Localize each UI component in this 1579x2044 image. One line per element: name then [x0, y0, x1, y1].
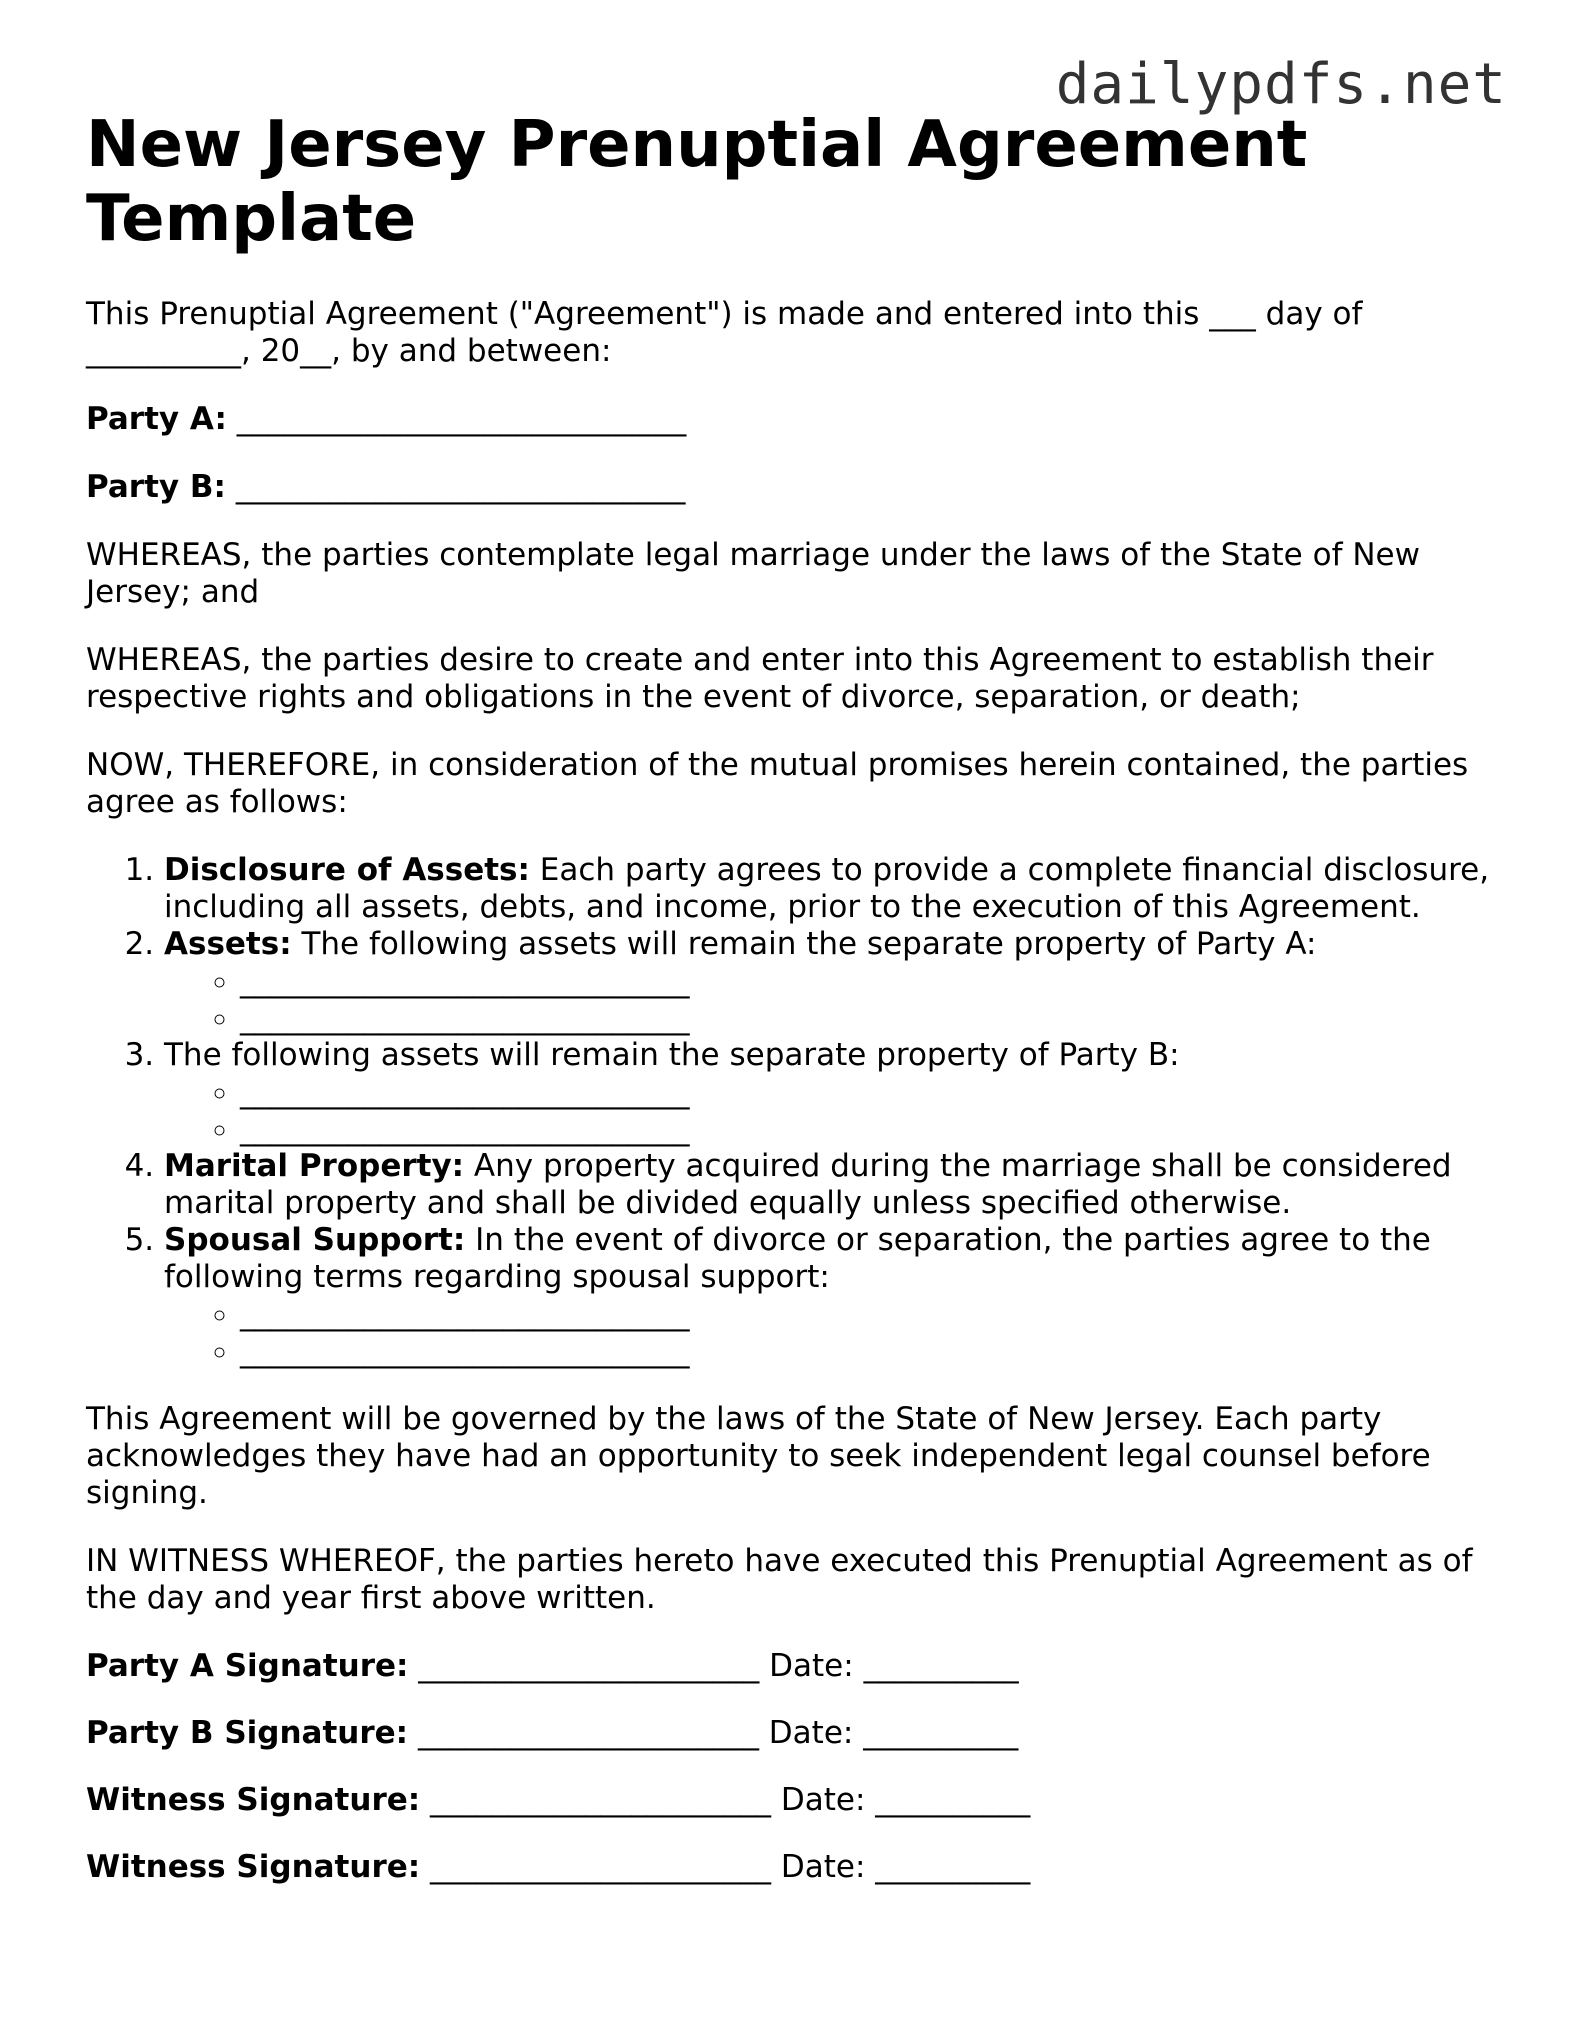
blank-line: ◦ _____________________________ — [240, 1111, 1506, 1148]
party-a-line — [86, 401, 1506, 438]
term-label: Disclosure of Assets: — [164, 852, 530, 888]
term-item-spousal-support — [164, 1222, 1506, 1370]
term-label: Marital Property: — [164, 1148, 465, 1184]
party-a-blank: _____________________________ — [236, 401, 687, 437]
terms-list — [86, 852, 1506, 1370]
blank-sublist — [164, 963, 1506, 1037]
term-text: The following assets will remain the separate property of Party A: — [291, 926, 1317, 962]
blank-line: ◦ _____________________________ — [240, 1074, 1506, 1111]
date-label: Date: — [769, 1648, 854, 1684]
signature-blank: ______________________ — [418, 1648, 760, 1684]
signature-label: Witness Signature: — [86, 1849, 421, 1885]
whereas-paragraph-2: WHEREAS, the parties desire to create and enter into this Agreement to establish their respective rights and obligations in the event of divorce, separation, or death; — [86, 642, 1434, 715]
signature-label: Party B Signature: — [86, 1715, 409, 1751]
term-item-assets-party-b — [164, 1037, 1506, 1148]
signature-line — [86, 1782, 1506, 1819]
governing-law-paragraph: This Agreement will be governed by the laws of the State of New Jersey. Each party acknowledges they have had an opportunity to seek independent legal counsel before signing. — [86, 1401, 1431, 1511]
signature-label: Witness Signature: — [86, 1782, 421, 1818]
party-b-blank: _____________________________ — [235, 469, 686, 505]
term-text: Each party agrees to provide a complete financial disclosure, including all assets, debts, and income, prior to the execution of this Agreement. — [164, 852, 1490, 925]
date-label: Date: — [768, 1715, 854, 1751]
signature-label: Party A Signature: — [86, 1648, 409, 1684]
date-blank: __________ — [863, 1715, 1019, 1751]
term-text: In the event of divorce or separation, the parties agree to the following terms regarding spousal support: — [164, 1222, 1431, 1295]
date-blank: __________ — [875, 1849, 1031, 1885]
watermark: dailypdfs.net — [1055, 52, 1507, 117]
signature-block — [86, 1648, 1506, 1886]
signature-line — [86, 1648, 1506, 1685]
date-blank: __________ — [863, 1648, 1019, 1684]
date-label: Date: — [780, 1849, 866, 1885]
signature-blank: ______________________ — [430, 1849, 772, 1885]
blank-line: ◦ _____________________________ — [240, 1333, 1506, 1370]
term-item-marital-property — [164, 1148, 1506, 1222]
document-title: New Jersey Prenuptial Agreement Template — [86, 108, 1308, 256]
whereas-paragraph-1: WHEREAS, the parties contemplate legal marriage under the laws of the State of New Jersey; and — [86, 537, 1420, 610]
term-label: Assets: — [164, 926, 292, 962]
intro-paragraph: This Prenuptial Agreement ("Agreement") is made and entered into this ___ day of __________, 20__, by and between: — [86, 296, 1363, 369]
signature-blank: ______________________ — [430, 1782, 772, 1818]
term-item-assets-party-a — [164, 926, 1506, 1037]
date-label: Date: — [780, 1782, 866, 1818]
term-item-disclosure — [164, 852, 1506, 926]
signature-line — [86, 1849, 1506, 1886]
now-therefore-paragraph: NOW, THEREFORE, in consideration of the mutual promises herein contained, the parties agree as follows: — [86, 747, 1469, 820]
term-text: The following assets will remain the separate property of Party B: — [164, 1037, 1180, 1073]
date-blank: __________ — [875, 1782, 1031, 1818]
blank-sublist — [164, 1296, 1506, 1370]
blank-line: ◦ _____________________________ — [240, 1296, 1506, 1333]
witness-whereof-paragraph: IN WITNESS WHEREOF, the parties hereto have executed this Prenuptial Agreement as of the day and year first above written. — [86, 1543, 1473, 1616]
signature-blank: ______________________ — [417, 1715, 759, 1751]
term-label: Spousal Support: — [164, 1222, 466, 1258]
party-b-label: Party B: — [86, 469, 226, 505]
document-page — [86, 108, 1506, 1916]
blank-line: ◦ _____________________________ — [240, 963, 1506, 1000]
signature-line — [86, 1715, 1506, 1752]
party-b-line — [86, 469, 1506, 506]
blank-sublist — [164, 1074, 1506, 1148]
blank-line: ◦ _____________________________ — [240, 1000, 1506, 1037]
party-a-label: Party A: — [86, 401, 227, 437]
term-text: Any property acquired during the marriage shall be considered marital property and shall be divided equally unless specified otherwise. — [164, 1148, 1452, 1221]
